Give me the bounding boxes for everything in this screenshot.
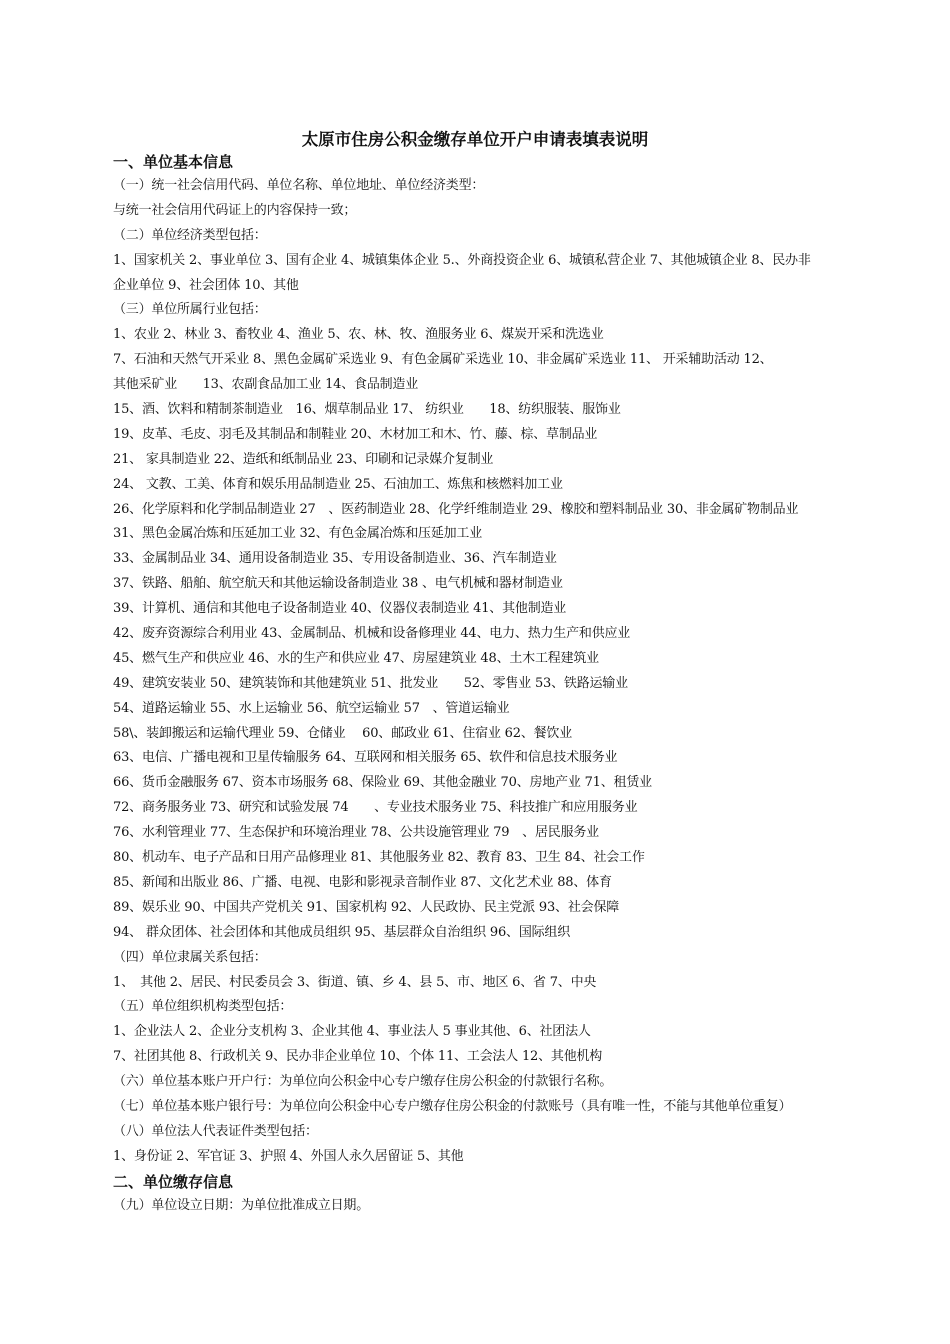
text-line: 31、黑色金属冶炼和压延加工业 32、有色金属冶炼和压延加工业 <box>113 526 483 542</box>
text-line: 1、 其他 2、居民、村民委员会 3、街道、镇、乡 4、县 5、市、地区 6、省 7、中央 <box>113 974 597 990</box>
text-line: 1、企业法人 2、企业分支机构 3、企业其他 4、事业法人 5 事业其他、6、社团法人 <box>113 1024 591 1040</box>
text-line: （七）单位基本账户银行号：为单位向公积金中心专户缴存住房公积金的付款账号（具有唯一性，不能与其他单位重复） <box>113 1098 792 1114</box>
section-heading-deposit-info: 二、单位缴存信息 <box>113 1172 234 1191</box>
text-line: 19、皮革、毛皮、羽毛及其制品和制鞋业 20、木材加工和木、竹、藤、棕、草制品业 <box>113 426 598 442</box>
text-line: 76、水利管理业 77、生态保护和环境治理业 78、公共设施管理业 79 、居民服务业 <box>113 825 599 841</box>
text-line: （八）单位法人代表证件类型包括： <box>113 1123 318 1139</box>
text-line: （一）统一社会信用代码、单位名称、单位地址、单位经济类型： <box>113 178 485 193</box>
text-line: （四）单位隶属关系包括： <box>113 949 267 965</box>
text-line: 15、酒、饮料和精制茶制造业 16、烟草制品业 17、 纺织业 18、纺织服装、服饰业 <box>113 402 621 418</box>
text-line: （六）单位基本账户开户行：为单位向公积金中心专户缴存住房公积金的付款银行名称。 <box>113 1074 613 1090</box>
text-line: （九）单位设立日期：为单位批准成立日期。 <box>113 1197 370 1213</box>
text-line: 21、 家具制造业 22、造纸和纸制品业 23、印刷和记录媒介复制业 <box>113 451 494 467</box>
text-line: 37、铁路、船舶、航空航天和其他运输设备制造业 38 、电气机械和器材制造业 <box>113 576 563 592</box>
section-deposit-info-lines <box>113 1194 853 1219</box>
text-line: 24、 文教、工美、体育和娱乐用品制造业 25、石油加工、炼焦和核燃料加工业 <box>113 476 563 492</box>
text-line: 1、国家机关 2、事业单位 3、国有企业 4、城镇集体企业 5.、外商投资企业 6、城镇私营企业 7、其他城镇企业 8、民办非 <box>113 252 811 268</box>
text-line: 80、机动车、电子产品和日用产品修理业 81、其他服务业 82、教育 83、卫生 84、社会工作 <box>113 850 645 866</box>
text-line: 85、新闻和出版业 86、广播、电视、电影和影视录音制作业 87、文化艺术业 88、体育 <box>113 874 612 890</box>
section-basic-info-lines <box>113 174 853 1170</box>
document-body <box>113 150 853 1219</box>
text-line: 与统一社会信用代码证上的内容保持一致； <box>113 202 357 218</box>
text-line: （二）单位经济类型包括： <box>113 227 267 243</box>
text-line: 7、社团其他 8、行政机关 9、民办非企业单位 10、个体 11、工会法人 12、其他机构 <box>113 1049 603 1065</box>
text-line: （五）单位组织机构类型包括： <box>113 999 293 1015</box>
text-line: 39、计算机、通信和其他电子设备制造业 40、仪器仪表制造业 41、其他制造业 <box>113 601 567 617</box>
text-line: （三）单位所属行业包括： <box>113 302 267 318</box>
text-line: 42、废弃资源综合利用业 43、金属制品、机械和设备修理业 44、电力、热力生产和供应业 <box>113 626 631 642</box>
text-line: 其他采矿业 13、农副食品加工业 14、食品制造业 <box>113 377 419 393</box>
text-line: 54、道路运输业 55、水上运输业 56、航空运输业 57 、管道运输业 <box>113 700 510 716</box>
text-line: 企业单位 9、社会团体 10、其他 <box>113 277 299 293</box>
text-line: 33、金属制品业 34、通用设备制造业 35、专用设备制造业、36、汽车制造业 <box>113 551 557 567</box>
text-line: 26、化学原料和化学制品制造业 27 、医药制造业 28、化学纤维制造业 29、橡胶和塑料制品业 30、非金属矿物制品业 <box>113 501 799 517</box>
text-line: 66、货币金融服务 67、资本市场服务 68、保险业 69、其他金融业 70、房地产业 71、租赁业 <box>113 775 652 791</box>
text-line: 94、 群众团体、社会团体和其他成员组织 95、基层群众自治组织 96、国际组织 <box>113 924 571 940</box>
text-line: 1、农业 2、林业 3、畜牧业 4、渔业 5、农、林、牧、渔服务业 6、煤炭开采和洗选业 <box>113 327 604 343</box>
section-heading-basic-info: 一、单位基本信息 <box>113 153 234 171</box>
text-line: 72、商务服务业 73、研究和试验发展 74 、专业技术服务业 75、科技推广和应用服务业 <box>113 800 638 816</box>
text-line: 1、身份证 2、军官证 3、护照 4、外国人永久居留证 5、其他 <box>113 1148 464 1164</box>
text-line: 58\、装卸搬运和运输代理业 59、仓储业 60、邮政业 61、住宿业 62、餐饮业 <box>113 725 573 741</box>
text-line: 89、娱乐业 90、中国共产党机关 91、国家机构 92、人民政协、民主党派 93、社会保障 <box>113 899 620 915</box>
text-line: 7、石油和天然气开采业 8、黑色金属矿采选业 9、有色金属矿采选业 10、非金属矿采选业 11、 开采辅助活动 12、 <box>113 352 773 368</box>
text-line: 63、电信、广播电视和卫星传输服务 64、互联网和相关服务 65、软件和信息技术服务业 <box>113 750 618 766</box>
document-title: 太原市住房公积金缴存单位开户申请表填表说明 <box>301 130 649 149</box>
text-line: 49、建筑安装业 50、建筑装饰和其他建筑业 51、批发业 52、零售业 53、铁路运输业 <box>113 675 628 691</box>
text-line: 45、燃气生产和供应业 46、水的生产和供应业 47、房屋建筑业 48、土木工程建筑业 <box>113 650 599 666</box>
